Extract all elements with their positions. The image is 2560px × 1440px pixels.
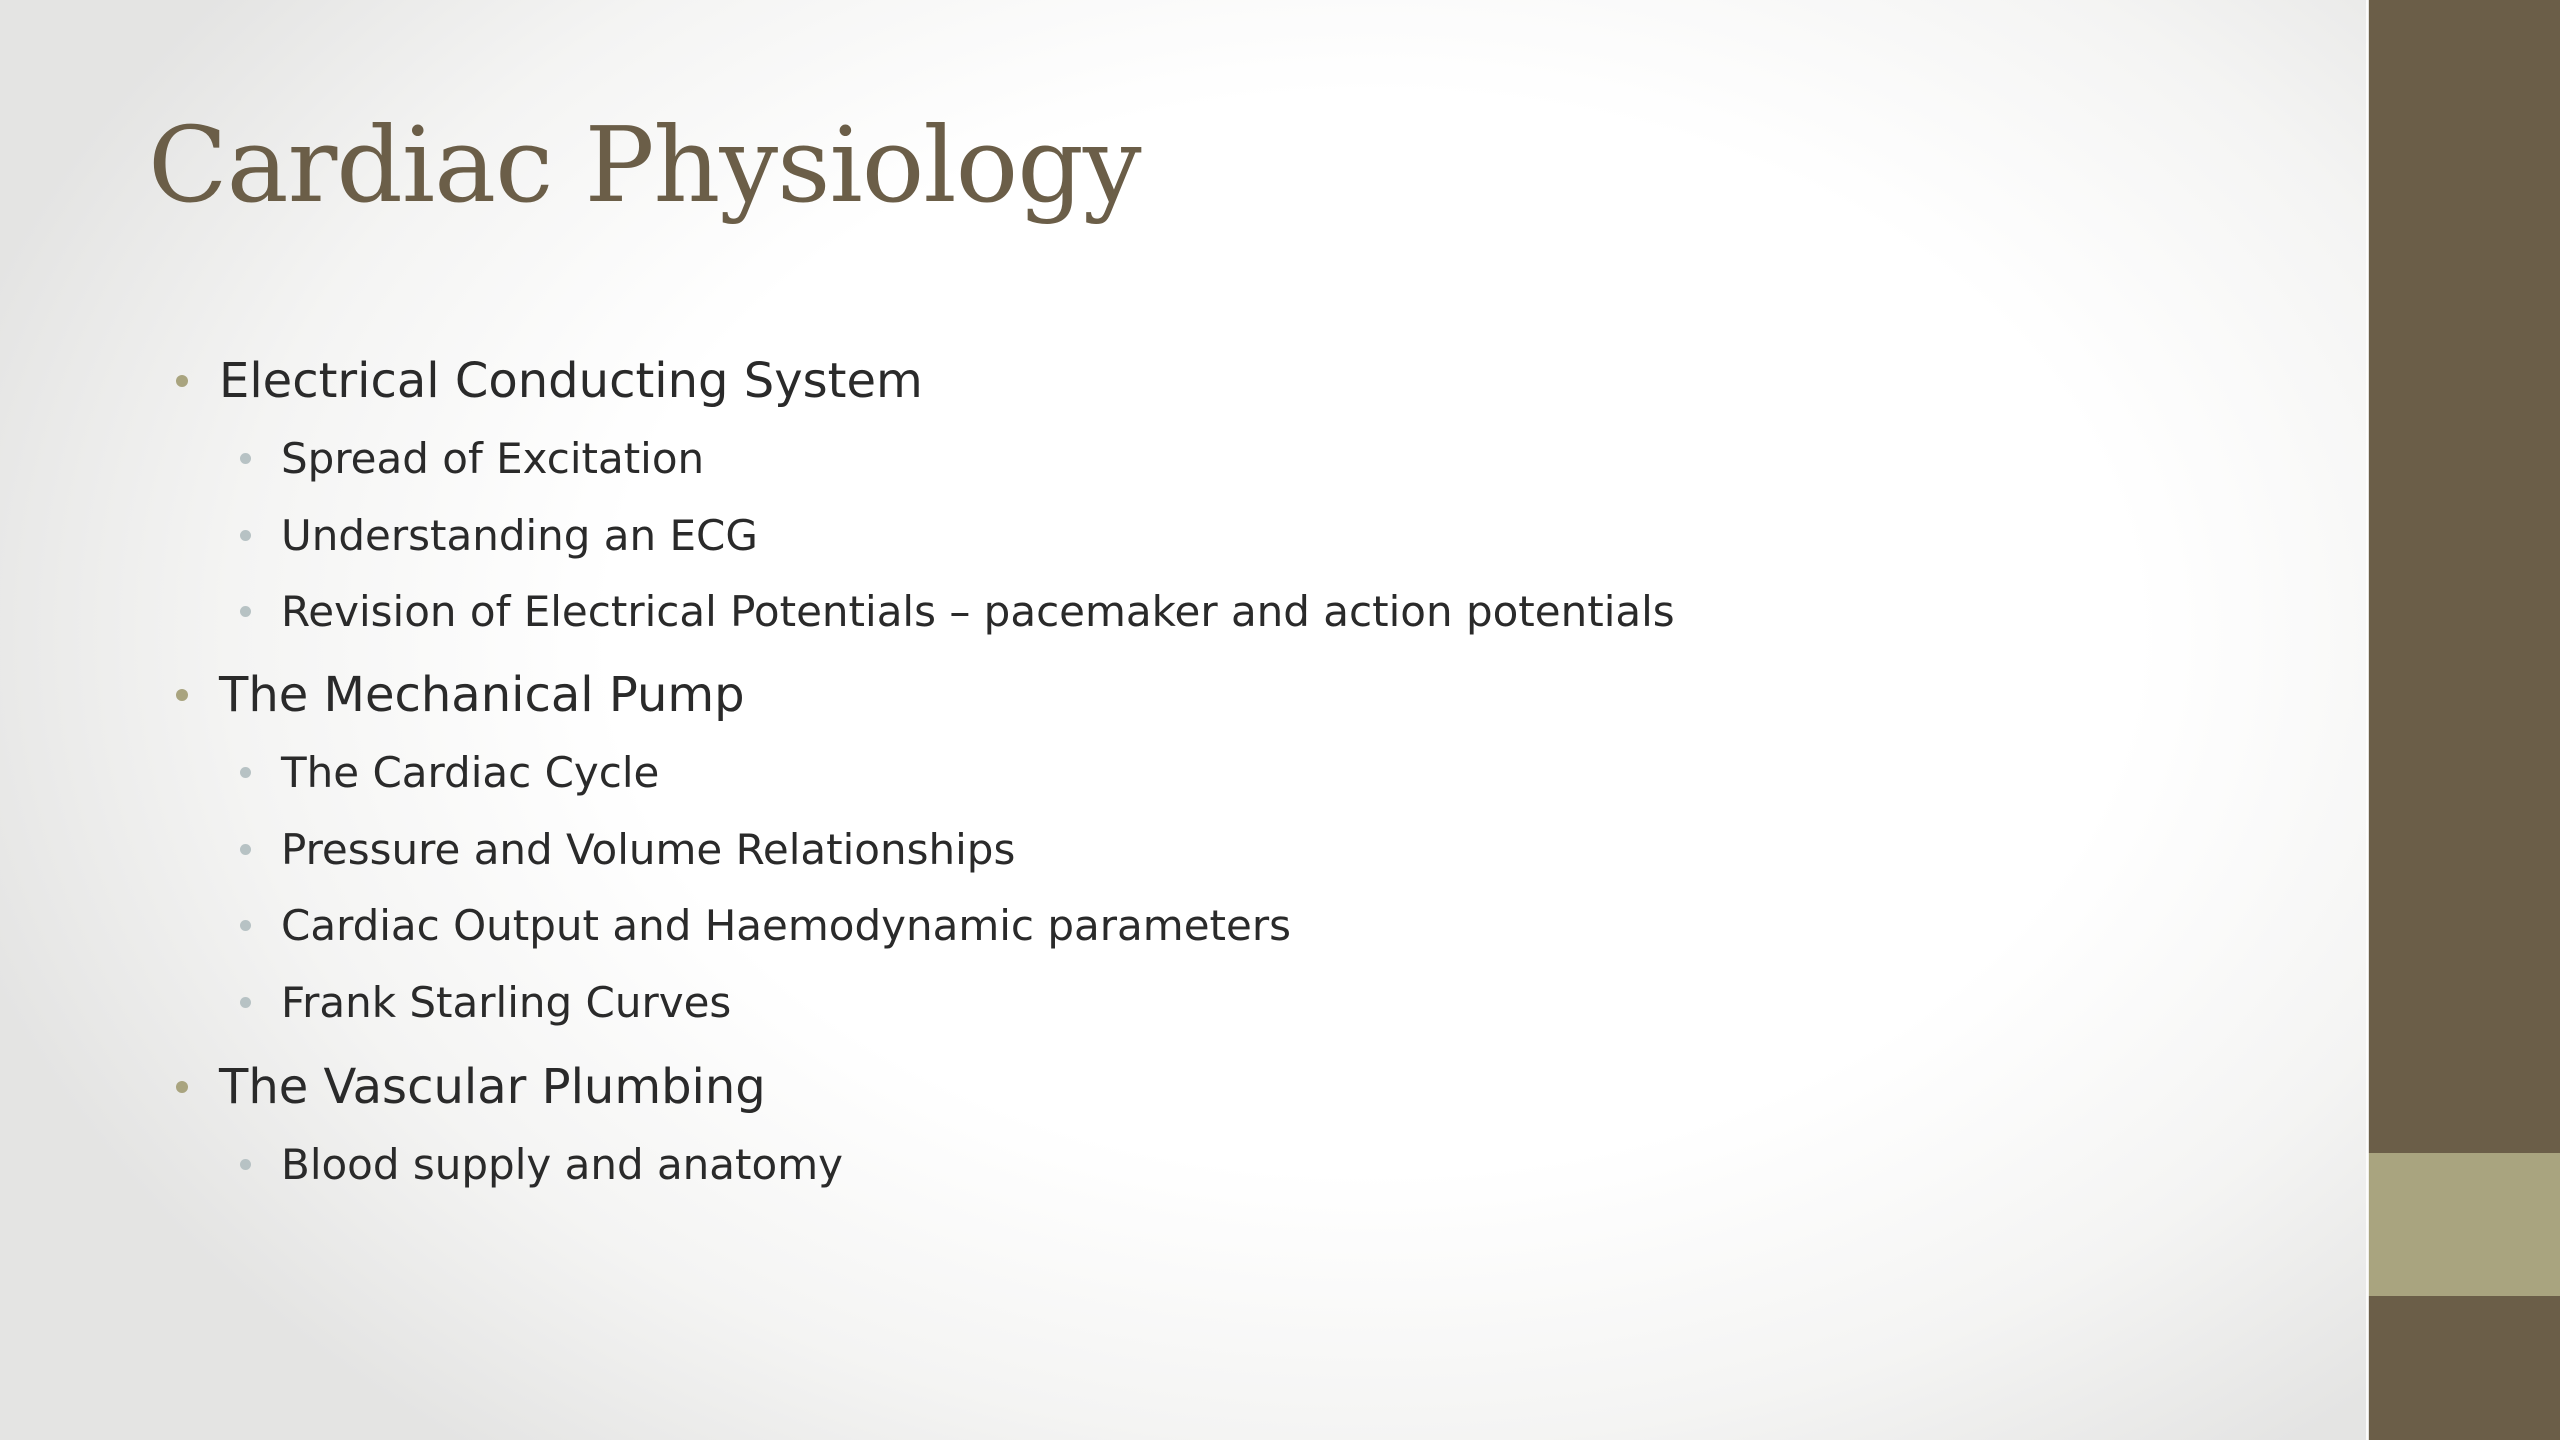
- section-heading-electrical: [219, 353, 923, 409]
- bullet-dot: [176, 689, 188, 701]
- sub-bullet-dot: [240, 530, 251, 541]
- sub-bullet-dot: [240, 920, 251, 931]
- section-heading-mechanical: [219, 667, 745, 723]
- bullet-text: The Cardiac Cycle: [281, 748, 660, 797]
- bullet-text: Revision of Electrical Potentials – pacemaker and action potentials: [281, 587, 1675, 636]
- bullet-dot: [176, 1081, 188, 1093]
- list-item: [281, 748, 660, 797]
- bullet-text: The Vascular Plumbing: [219, 1059, 766, 1115]
- bullet-text: Spread of Excitation: [281, 434, 705, 483]
- bullet-text: The Mechanical Pump: [219, 667, 745, 723]
- list-item: [281, 978, 732, 1027]
- list-item: [281, 511, 758, 560]
- bullet-text: Pressure and Volume Relationships: [281, 825, 1016, 874]
- bullet-text: Cardiac Output and Haemodynamic parameters: [281, 901, 1291, 950]
- sub-bullet-dot: [240, 997, 251, 1008]
- bullet-text: Electrical Conducting System: [219, 353, 923, 409]
- sub-bullet-dot: [240, 844, 251, 855]
- side-bar-edge: [2366, 0, 2369, 1440]
- bullet-text: Frank Starling Curves: [281, 978, 732, 1027]
- sub-bullet-dot: [240, 606, 251, 617]
- list-item: [281, 901, 1291, 950]
- side-accent-block: [2368, 1153, 2560, 1296]
- sub-bullet-dot: [240, 767, 251, 778]
- bullet-text: Understanding an ECG: [281, 511, 758, 560]
- list-item: [281, 825, 1016, 874]
- bullet-text: Blood supply and anatomy: [281, 1140, 843, 1189]
- list-item: [281, 587, 1675, 636]
- bullet-dot: [176, 375, 188, 387]
- section-heading-vascular: [219, 1059, 766, 1115]
- slide-title: Cardiac Physiology: [148, 104, 1141, 226]
- list-item: [281, 1140, 843, 1189]
- sub-bullet-dot: [240, 1159, 251, 1170]
- list-item: [281, 434, 705, 483]
- sub-bullet-dot: [240, 453, 251, 464]
